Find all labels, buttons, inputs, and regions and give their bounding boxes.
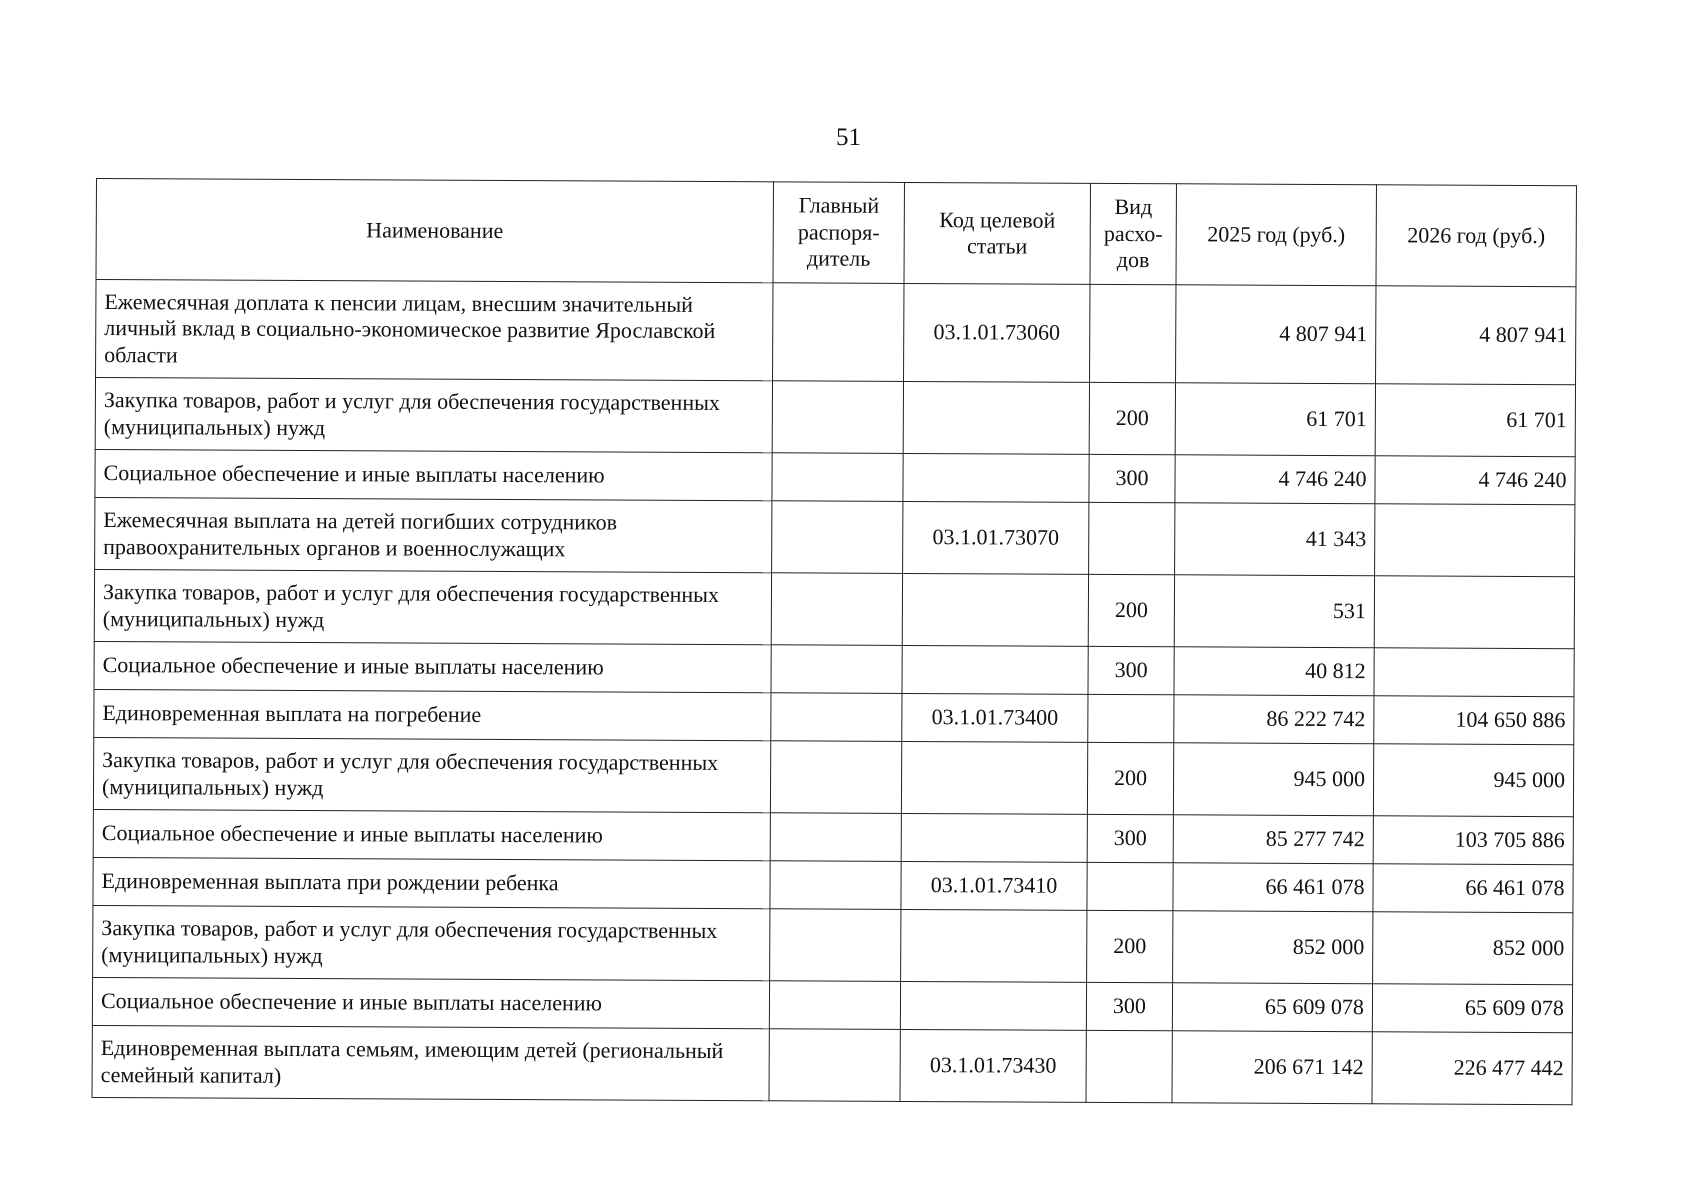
cell-name: Единовременная выплата на погребение (94, 689, 771, 740)
header-manager: Главный распоря-дитель (773, 182, 904, 284)
cell-name: Социальное обеспечение и иные выплаты населению (92, 977, 769, 1028)
cell-manager (772, 381, 903, 454)
cell-code (900, 981, 1086, 1030)
cell-kind (1088, 694, 1174, 742)
cell-code: 03.1.01.73430 (900, 1029, 1086, 1102)
cell-2026 (1374, 576, 1574, 649)
cell-2026: 4 807 941 (1376, 286, 1576, 385)
cell-name: Ежемесячная доплата к пенсии лицам, внесшим значительный личный вклад в социально-экономическое развитие Ярославской области (96, 280, 773, 381)
cell-manager (772, 453, 903, 502)
cell-kind: 300 (1088, 646, 1174, 694)
header-name: Наименование (96, 179, 773, 283)
header-2025: 2025 год (руб.) (1176, 184, 1376, 286)
cell-2026 (1375, 504, 1575, 577)
table-row (94, 689, 1574, 744)
cell-kind (1090, 284, 1176, 382)
cell-2025: 4 746 240 (1175, 455, 1375, 504)
table-row (92, 1025, 1572, 1104)
cell-name: Социальное обеспечение и иные выплаты населению (94, 641, 771, 692)
cell-2026: 226 477 442 (1372, 1032, 1572, 1105)
cell-code (903, 381, 1089, 454)
cell-manager (773, 283, 904, 382)
budget-table (92, 178, 1577, 1105)
table-header-row (96, 179, 1576, 287)
cell-2025: 66 461 078 (1173, 863, 1373, 912)
cell-2025: 531 (1174, 575, 1374, 648)
cell-manager (769, 1029, 900, 1102)
cell-code (901, 909, 1087, 982)
table-row (93, 905, 1573, 984)
cell-kind: 200 (1087, 742, 1173, 814)
cell-name: Социальное обеспечение и иные выплаты населению (95, 449, 772, 500)
cell-code: 03.1.01.73400 (902, 693, 1088, 742)
cell-name: Единовременная выплата при рождении ребенка (93, 857, 770, 908)
table-row (95, 497, 1575, 576)
cell-2026: 4 746 240 (1375, 456, 1575, 505)
cell-2025: 86 222 742 (1174, 695, 1374, 744)
cell-manager (769, 981, 900, 1030)
cell-manager (771, 693, 902, 742)
cell-code: 03.1.01.73060 (904, 283, 1090, 382)
cell-code (902, 645, 1088, 694)
table-row (92, 977, 1572, 1032)
header-code: Код целевой статьи (904, 182, 1090, 284)
cell-name: Закупка товаров, работ и услуг для обеспечения государственных (муниципальных) нужд (95, 378, 772, 453)
cell-code (902, 573, 1088, 646)
cell-2026: 852 000 (1373, 912, 1573, 985)
cell-2026: 61 701 (1375, 384, 1575, 457)
cell-name: Социальное обеспечение и иные выплаты населению (93, 809, 770, 860)
header-kind: Вид расхо-дов (1090, 183, 1176, 284)
table-row (93, 809, 1573, 864)
table-row (94, 641, 1574, 696)
cell-kind: 300 (1087, 814, 1173, 862)
cell-2025: 65 609 078 (1172, 983, 1372, 1032)
cell-2025: 85 277 742 (1173, 815, 1373, 864)
table-row (95, 449, 1575, 504)
cell-name: Ежемесячная выплата на детей погибших сотрудников правоохранительных органов и военнослужащих (95, 497, 772, 572)
cell-manager (770, 909, 901, 982)
page-number: 51 (836, 124, 861, 151)
cell-2026: 104 650 886 (1374, 696, 1574, 745)
table-row (95, 378, 1575, 457)
cell-2025: 40 812 (1174, 647, 1374, 696)
cell-name: Единовременная выплата семьям, имеющим детей (региональный семейный капитал) (92, 1025, 769, 1100)
cell-code (901, 813, 1087, 862)
cell-code: 03.1.01.73410 (901, 861, 1087, 910)
cell-manager (770, 813, 901, 862)
cell-2025: 4 807 941 (1176, 285, 1376, 384)
cell-kind (1089, 502, 1175, 574)
cell-kind: 300 (1089, 454, 1175, 502)
cell-name: Закупка товаров, работ и услуг для обеспечения государственных (муниципальных) нужд (93, 905, 770, 980)
cell-kind: 200 (1087, 910, 1173, 982)
cell-name: Закупка товаров, работ и услуг для обеспечения государственных (муниципальных) нужд (93, 737, 770, 812)
cell-kind: 200 (1088, 574, 1174, 646)
cell-2026: 103 705 886 (1373, 816, 1573, 865)
cell-manager (772, 501, 903, 574)
cell-2025: 41 343 (1175, 503, 1375, 576)
cell-code: 03.1.01.73070 (903, 501, 1089, 574)
header-2026: 2026 год (руб.) (1376, 185, 1576, 287)
cell-name: Закупка товаров, работ и услуг для обеспечения государственных (муниципальных) нужд (94, 569, 771, 644)
cell-2025: 61 701 (1175, 383, 1375, 456)
cell-kind (1087, 862, 1173, 910)
table-row (93, 737, 1573, 816)
cell-2026: 66 461 078 (1373, 864, 1573, 913)
cell-2026: 65 609 078 (1372, 984, 1572, 1033)
cell-2025: 945 000 (1173, 743, 1373, 816)
cell-2025: 206 671 142 (1172, 1031, 1372, 1104)
cell-manager (771, 645, 902, 694)
cell-code (901, 741, 1087, 814)
table-row (94, 569, 1574, 648)
cell-2026 (1374, 648, 1574, 697)
cell-manager (770, 741, 901, 814)
table-body (92, 280, 1576, 1105)
table-row (93, 857, 1573, 912)
cell-kind: 300 (1086, 982, 1172, 1030)
cell-manager (771, 573, 902, 646)
cell-kind (1086, 1030, 1172, 1102)
table-row (96, 280, 1576, 385)
cell-2025: 852 000 (1173, 911, 1373, 984)
cell-manager (770, 861, 901, 910)
cell-code (903, 453, 1089, 502)
cell-kind: 200 (1089, 382, 1175, 454)
cell-2026: 945 000 (1373, 744, 1573, 817)
